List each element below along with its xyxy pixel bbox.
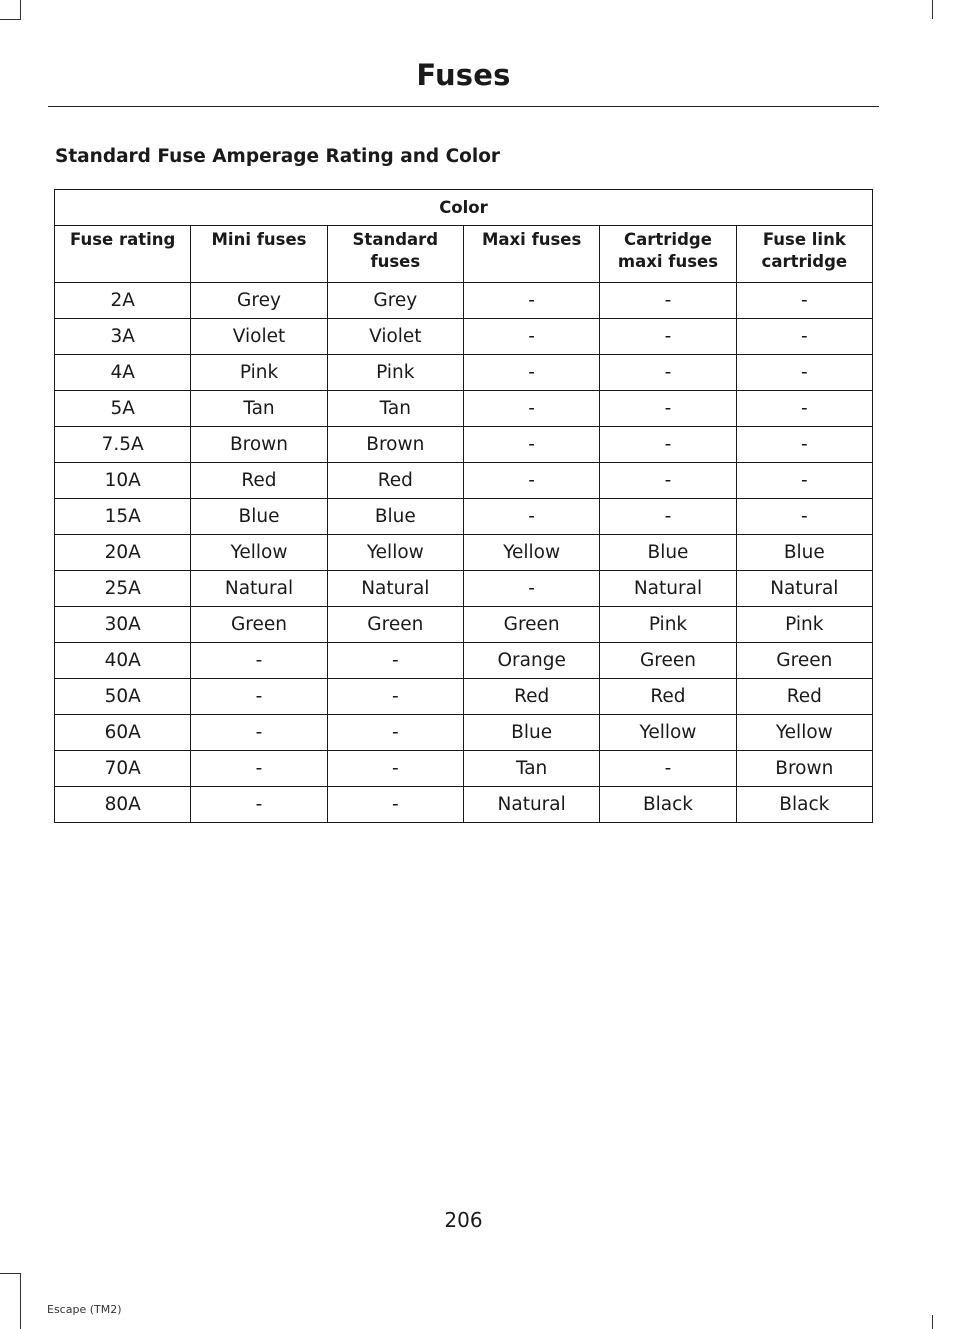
fuse-rating-cell: 20A bbox=[55, 535, 191, 571]
table-cell: Red bbox=[600, 679, 736, 715]
table-cell: Green bbox=[600, 643, 736, 679]
table-cell: - bbox=[191, 787, 327, 823]
table-cell: Green bbox=[327, 607, 463, 643]
table-row bbox=[55, 283, 873, 319]
table-row bbox=[55, 751, 873, 787]
table-cell: - bbox=[600, 751, 736, 787]
crop-mark bbox=[0, 1273, 21, 1274]
table-cell: Grey bbox=[191, 283, 327, 319]
table-cell: - bbox=[736, 283, 872, 319]
fuse-rating-cell: 15A bbox=[55, 499, 191, 535]
color-group-header: Color bbox=[55, 190, 873, 226]
table-cell: - bbox=[600, 499, 736, 535]
table-cell: - bbox=[191, 751, 327, 787]
table-cell: Pink bbox=[327, 355, 463, 391]
table-cell: Red bbox=[463, 679, 599, 715]
table-cell: - bbox=[327, 751, 463, 787]
crop-mark bbox=[932, 0, 933, 19]
table-row bbox=[55, 715, 873, 751]
table-cell: Green bbox=[463, 607, 599, 643]
table-cell: Yellow bbox=[191, 535, 327, 571]
table-cell: - bbox=[463, 427, 599, 463]
crop-mark bbox=[20, 1273, 21, 1329]
table-cell: - bbox=[327, 787, 463, 823]
table-cell: - bbox=[736, 499, 872, 535]
fuse-rating-cell: 60A bbox=[55, 715, 191, 751]
table-cell: Yellow bbox=[327, 535, 463, 571]
table-cell: Natural bbox=[600, 571, 736, 607]
table-row bbox=[55, 679, 873, 715]
table-cell: Violet bbox=[327, 319, 463, 355]
table-cell: - bbox=[600, 427, 736, 463]
table-row bbox=[55, 571, 873, 607]
table-row bbox=[55, 535, 873, 571]
table-cell: - bbox=[327, 643, 463, 679]
table-cell: - bbox=[600, 319, 736, 355]
table-cell: - bbox=[600, 391, 736, 427]
table-cell: Natural bbox=[463, 787, 599, 823]
fuse-color-table bbox=[54, 189, 873, 823]
table-cell: - bbox=[736, 391, 872, 427]
table-cell: - bbox=[191, 643, 327, 679]
table-cell: Red bbox=[191, 463, 327, 499]
table-row bbox=[55, 355, 873, 391]
fuse-rating-cell: 7.5A bbox=[55, 427, 191, 463]
table-cell: - bbox=[600, 355, 736, 391]
table-row bbox=[55, 391, 873, 427]
table-cell: Yellow bbox=[463, 535, 599, 571]
table-cell: - bbox=[736, 355, 872, 391]
table-cell: - bbox=[463, 499, 599, 535]
column-header-cartridge-maxi-fuses: Cartridge maxi fuses bbox=[600, 226, 736, 283]
fuse-rating-cell: 4A bbox=[55, 355, 191, 391]
table-cell: Natural bbox=[736, 571, 872, 607]
table-cell: Pink bbox=[736, 607, 872, 643]
table-cell: Brown bbox=[327, 427, 463, 463]
column-header-mini-fuses: Mini fuses bbox=[191, 226, 327, 283]
column-header-standard-fuses: Standard fuses bbox=[327, 226, 463, 283]
table-cell: - bbox=[191, 679, 327, 715]
crop-mark bbox=[0, 19, 21, 20]
table-cell: - bbox=[736, 427, 872, 463]
table-cell: Green bbox=[191, 607, 327, 643]
table-cell: - bbox=[736, 319, 872, 355]
footer-model-label: Escape (TM2) bbox=[47, 1303, 122, 1316]
table-cell: - bbox=[600, 283, 736, 319]
fuse-rating-cell: 70A bbox=[55, 751, 191, 787]
table-cell: Tan bbox=[191, 391, 327, 427]
fuse-rating-cell: 2A bbox=[55, 283, 191, 319]
table-cell: Red bbox=[736, 679, 872, 715]
table-cell: Black bbox=[600, 787, 736, 823]
table-cell: Black bbox=[736, 787, 872, 823]
table-cell: - bbox=[463, 283, 599, 319]
column-header-fuse-rating: Fuse rating bbox=[55, 226, 191, 283]
table-row bbox=[55, 787, 873, 823]
table-cell: - bbox=[463, 355, 599, 391]
fuse-rating-cell: 25A bbox=[55, 571, 191, 607]
table-cell: Red bbox=[327, 463, 463, 499]
table-cell: Yellow bbox=[736, 715, 872, 751]
table-cell: Pink bbox=[600, 607, 736, 643]
table-cell: Pink bbox=[191, 355, 327, 391]
table-cell: Orange bbox=[463, 643, 599, 679]
table-cell: Blue bbox=[327, 499, 463, 535]
table-cell: - bbox=[463, 319, 599, 355]
page-number: 206 bbox=[444, 1208, 483, 1232]
table-cell: - bbox=[463, 571, 599, 607]
table-cell: - bbox=[600, 463, 736, 499]
table-cell: Blue bbox=[191, 499, 327, 535]
table-cell: - bbox=[463, 391, 599, 427]
table-cell: - bbox=[191, 715, 327, 751]
table-cell: Natural bbox=[327, 571, 463, 607]
table-cell: - bbox=[327, 679, 463, 715]
table-row bbox=[55, 319, 873, 355]
fuse-rating-cell: 5A bbox=[55, 391, 191, 427]
crop-mark bbox=[932, 1315, 933, 1329]
table-row bbox=[55, 463, 873, 499]
table-cell: - bbox=[463, 463, 599, 499]
page-title: Fuses bbox=[416, 58, 511, 92]
table-row bbox=[55, 643, 873, 679]
fuse-rating-cell: 50A bbox=[55, 679, 191, 715]
table-cell: Green bbox=[736, 643, 872, 679]
fuse-rating-cell: 80A bbox=[55, 787, 191, 823]
table-cell: Blue bbox=[600, 535, 736, 571]
table-cell: Brown bbox=[736, 751, 872, 787]
fuse-rating-cell: 40A bbox=[55, 643, 191, 679]
table-row bbox=[55, 499, 873, 535]
table-cell: Natural bbox=[191, 571, 327, 607]
column-header-fuse-link-cartridge: Fuse link cartridge bbox=[736, 226, 872, 283]
table-cell: Blue bbox=[736, 535, 872, 571]
table-cell: Blue bbox=[463, 715, 599, 751]
crop-mark bbox=[20, 0, 21, 19]
table-cell: Brown bbox=[191, 427, 327, 463]
fuse-rating-cell: 30A bbox=[55, 607, 191, 643]
table-cell: - bbox=[736, 463, 872, 499]
table-cell: Tan bbox=[463, 751, 599, 787]
table-cell: Yellow bbox=[600, 715, 736, 751]
table-cell: Grey bbox=[327, 283, 463, 319]
table-cell: - bbox=[327, 715, 463, 751]
section-heading: Standard Fuse Amperage Rating and Color bbox=[55, 146, 501, 167]
title-divider bbox=[48, 106, 879, 107]
table-cell: Violet bbox=[191, 319, 327, 355]
fuse-rating-cell: 3A bbox=[55, 319, 191, 355]
table-row bbox=[55, 427, 873, 463]
fuse-rating-cell: 10A bbox=[55, 463, 191, 499]
table-row bbox=[55, 607, 873, 643]
column-header-maxi-fuses: Maxi fuses bbox=[463, 226, 599, 283]
table-cell: Tan bbox=[327, 391, 463, 427]
